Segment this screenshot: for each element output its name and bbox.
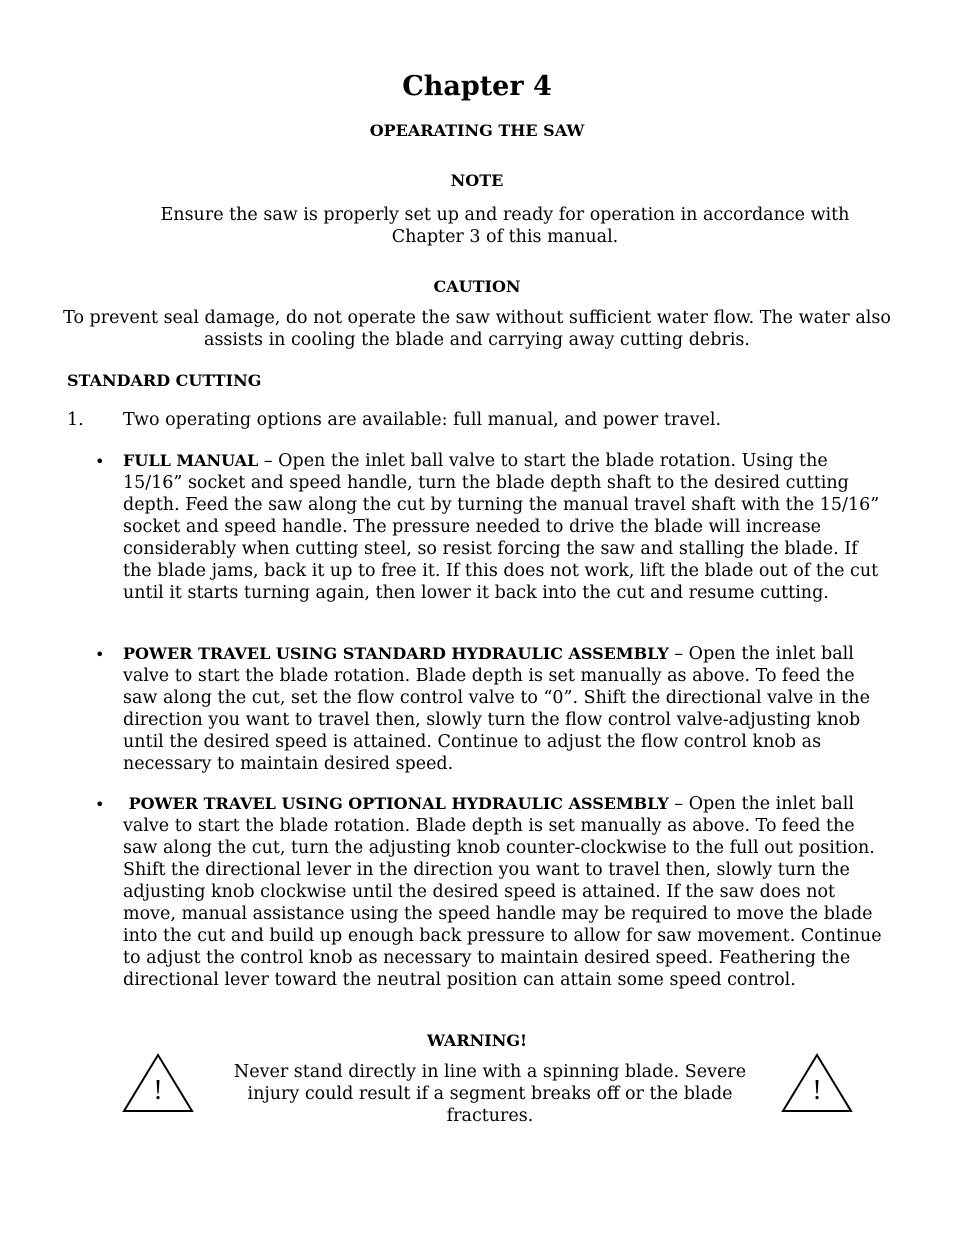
- bullet-marker: •: [95, 795, 105, 814]
- bullet-power-travel-optional: [123, 793, 891, 991]
- bullet-full-manual: [123, 450, 891, 604]
- warning-triangle-icon: [781, 1053, 853, 1113]
- bullet-lead: POWER TRAVEL USING STANDARD HYDRAULIC ASSEMBLY: [123, 644, 669, 663]
- bullet-text: – Open the inlet ball valve to start the blade rotation. Blade depth is set manually as above. To feed the saw along the cut, turn the adjusting knob counter-clockwise to the full out position. Shift the directional lever in the direction you want to travel then, slowly turn the adjusting knob clockwise until the desired speed is attained. If the saw does not move, manual assistance using the speed handle may be required to move the blade into the cut and build up enough back pressure to allow for saw movement. Continue to adjust the control knob as necessary to maintain desired speed. Feathering the directional lever toward the neutral position can attain some speed control.: [123, 794, 882, 990]
- list-item-text: Two operating options are available: full manual, and power travel.: [123, 410, 722, 430]
- warning-text: Never stand directly in line with a spinning blade. Severe injury could result if a segment breaks off or the blade fractures.: [233, 1062, 747, 1126]
- standard-cutting-heading: STANDARD CUTTING: [67, 371, 262, 390]
- section-title: OPEARATING THE SAW: [369, 121, 585, 140]
- note-heading: NOTE: [450, 171, 504, 190]
- bullet-text: – Open the inlet ball valve to start the blade rotation. Using the 15/16” socket and speed handle, turn the blade depth shaft to the desired cutting depth. Feed the saw along the cut by turning the manual travel shaft with the 15/16” socket and speed handle. The pressure needed to drive the blade will increase considerably when cutting steel, so resist forcing the saw and stalling the blade. If the blade jams, back it up to free it. If this does not work, lift the blade out of the cut until it starts turning again, then lower it back into the cut and resume cutting.: [123, 451, 880, 603]
- bullet-marker: •: [95, 452, 105, 471]
- chapter-title: Chapter 4: [402, 71, 552, 102]
- bullet-lead: FULL MANUAL: [123, 451, 259, 470]
- note-text: Ensure the saw is properly set up and ready for operation in accordance with Chapter 3 of this manual.: [160, 205, 850, 247]
- caution-text: To prevent seal damage, do not operate the saw without sufficient water flow. The water also assists in cooling the blade and carrying away cutting debris.: [63, 308, 891, 350]
- bullet-text: – Open the inlet ball valve to start the blade rotation. Blade depth is set manually as above. To feed the saw along the cut, set the flow control valve to “0”. Shift the directional valve in the direction you want to travel then, slowly turn the flow control valve-adjusting knob until the desired speed is attained. Continue to adjust the flow control knob as necessary to maintain desired speed.: [123, 644, 870, 774]
- svg-text:!: !: [153, 1075, 163, 1106]
- list-item-number: 1.: [67, 410, 84, 430]
- svg-text:!: !: [812, 1075, 822, 1106]
- bullet-power-travel-standard: [123, 643, 891, 775]
- warning-heading: WARNING!: [426, 1031, 528, 1050]
- bullet-marker: •: [95, 645, 105, 664]
- bullet-lead: POWER TRAVEL USING OPTIONAL HYDRAULIC ASSEMBLY: [123, 794, 669, 813]
- caution-heading: CAUTION: [433, 277, 521, 296]
- warning-triangle-icon: [122, 1053, 194, 1113]
